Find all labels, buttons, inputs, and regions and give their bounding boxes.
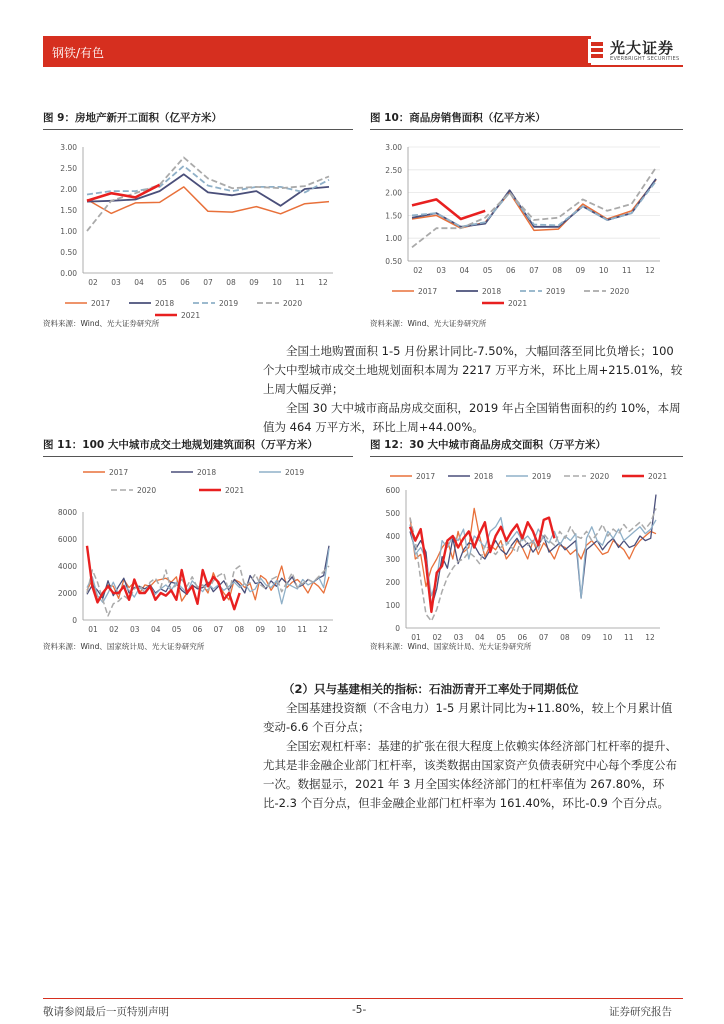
y-tick-label: 400: [385, 532, 400, 541]
y-tick-label: 600: [385, 486, 400, 495]
legend-label-2021: 2021: [225, 486, 245, 495]
x-tick-label: 04: [475, 633, 485, 642]
x-tick-label: 07: [213, 625, 224, 634]
fig12-source: 资料来源：Wind、国家统计局、光大证券研究所: [370, 642, 532, 651]
series-line-2019: [87, 166, 329, 195]
fig10-rule: [370, 129, 683, 130]
logo-icon: [585, 37, 611, 65]
y-tick-label: 300: [385, 555, 400, 564]
x-tick-label: 10: [276, 625, 286, 634]
footer-report-type: 证券研究报告: [609, 1006, 672, 1018]
y-tick-label: 200: [385, 578, 400, 587]
y-tick-label: 1.50: [60, 206, 77, 215]
fig12-title: 图 12：30 大中城市商品房成交面积（万平方米）: [370, 439, 607, 451]
y-tick-label: 3.00: [60, 143, 77, 152]
x-tick-label: 05: [171, 625, 182, 634]
legend-label-2017: 2017: [416, 472, 436, 481]
x-tick-label: 07: [203, 278, 213, 287]
fig10-chart: [370, 133, 683, 315]
x-tick-label: 10: [598, 266, 609, 275]
paragraph-land: 全国土地购置面积 1-5 月份累计同比-7.50%，大幅回落至同比负增长；100 个大中型城市成交土地规划面积本周为 2217 万平方米，环比上周+215.01%，较上周大幅反弹；: [263, 344, 683, 396]
x-tick-label: 02: [413, 266, 423, 275]
x-tick-label: 11: [623, 633, 634, 642]
x-tick-label: 11: [622, 266, 632, 275]
series-line-2021: [410, 518, 554, 612]
legend-label-2019: 2019: [285, 468, 305, 477]
y-tick-label: 500: [385, 509, 400, 518]
legend-label-2019: 2019: [219, 299, 239, 308]
fig10-source: 资料来源：Wind、光大证券研究所: [370, 319, 487, 328]
x-tick-label: 03: [436, 266, 446, 275]
y-tick-label: 2.50: [60, 164, 77, 173]
logo-text-cn: 光大证券: [610, 39, 675, 57]
fig9-source: 资料来源：Wind、光大证券研究所: [43, 319, 160, 328]
paragraph-leverage: 全国宏观杠杆率：基建的扩张在很大程度上依赖实体经济部门杠杆率的提升、尤其是非金融企业部门杠杆率，该类数据由国家资产负债表研究中心每个季度公布一次。数据显示，2021 年 3 月全国实体经济部门的杠杆率值为 267.80%，环比-2.3 个百分点，但非金融企业部门杠杆率为 161.40%，环比-0.9 个百分点。: [263, 739, 677, 810]
y-tick-label: 2.00: [385, 188, 402, 198]
legend-label-2020: 2020: [610, 287, 630, 296]
x-tick-label: 07: [529, 266, 539, 275]
fig11-chart: [43, 460, 353, 640]
legend-label-2019: 2019: [546, 287, 566, 296]
paragraph-sales: 全国 30 大中城市商品房成交面积，2019 年占全国销售面积的约 10%，本周值为 464 万平方米，环比上周+44.00%。: [263, 401, 681, 434]
x-tick-label: 09: [575, 266, 586, 275]
x-tick-label: 08: [226, 278, 236, 287]
fig12-chart: [370, 460, 683, 640]
legend-label-2017: 2017: [418, 287, 438, 296]
legend-label-2020: 2020: [590, 472, 610, 481]
x-tick-label: 01: [88, 625, 98, 634]
x-tick-label: 03: [111, 278, 121, 287]
x-tick-label: 05: [482, 266, 493, 275]
fig9-chart: [43, 133, 353, 320]
fig11-rule: [43, 456, 353, 457]
legend-label-2020: 2020: [137, 486, 157, 495]
x-tick-label: 09: [255, 625, 266, 634]
header-rule: [43, 65, 683, 67]
series-line-2020: [410, 508, 656, 621]
x-tick-label: 09: [249, 278, 259, 287]
legend-label-2018: 2018: [482, 287, 502, 296]
legend-label-2018: 2018: [474, 472, 494, 481]
x-tick-label: 10: [602, 633, 613, 642]
logo-text-en: EVERBRIGHT SECURITIES: [610, 56, 680, 62]
x-tick-label: 08: [234, 625, 245, 634]
y-tick-label: 0.00: [60, 269, 77, 278]
legend-label-2019: 2019: [532, 472, 552, 481]
x-tick-label: 04: [150, 625, 161, 634]
x-tick-label: 02: [88, 278, 98, 287]
x-tick-label: 12: [318, 278, 328, 287]
section-heading: （2）只与基建相关的指标：石油沥青开工率处于同期低位: [283, 682, 579, 696]
y-tick-label: 8000: [57, 508, 77, 517]
y-tick-label: 0: [72, 616, 77, 625]
y-tick-label: 2.50: [385, 165, 402, 175]
series-line-2018: [410, 495, 656, 608]
y-tick-label: 0: [395, 624, 400, 633]
legend-label-2020: 2020: [283, 299, 303, 308]
x-tick-label: 12: [645, 266, 655, 275]
x-tick-label: 05: [157, 278, 167, 287]
x-tick-label: 09: [581, 633, 591, 642]
x-tick-label: 02: [109, 625, 119, 634]
series-line-2017: [412, 180, 656, 231]
x-tick-label: 12: [318, 625, 328, 634]
legend-label-2018: 2018: [155, 299, 175, 308]
series-line-2020: [412, 168, 656, 248]
x-tick-label: 06: [506, 266, 516, 275]
fig9-title: 图 9：房地产新开工面积（亿平方米）: [43, 112, 222, 124]
y-tick-label: 0.50: [60, 248, 77, 257]
legend-label-2018: 2018: [197, 468, 217, 477]
x-tick-label: 06: [180, 278, 190, 287]
x-tick-label: 02: [432, 633, 443, 642]
x-tick-label: 04: [134, 278, 144, 287]
legend-label-2017: 2017: [109, 468, 129, 477]
fig10-title: 图 10：商品房销售面积（亿平方米）: [370, 112, 546, 124]
x-tick-label: 01: [411, 633, 421, 642]
y-tick-label: 100: [385, 601, 400, 610]
legend-label-2017: 2017: [91, 299, 111, 308]
x-tick-label: 11: [297, 625, 307, 634]
x-tick-label: 08: [560, 633, 570, 642]
y-tick-label: 1.50: [385, 211, 402, 221]
x-tick-label: 08: [552, 266, 562, 275]
x-tick-label: 03: [453, 633, 464, 642]
paragraph-infra: 全国基建投资额（不含电力）1-5 月累计同比为+11.80%，较上个月累计值变动-6.6 个百分点；: [263, 701, 673, 734]
x-tick-label: 10: [272, 278, 282, 287]
legend-label-2021: 2021: [648, 472, 668, 481]
y-tick-label: 0.50: [385, 257, 402, 266]
fig9-rule: [43, 129, 353, 130]
x-tick-label: 05: [496, 633, 506, 642]
fig11-title: 图 11：100 大中城市成交土地规划建筑面积（万平方米）: [43, 439, 318, 451]
x-tick-label: 06: [517, 633, 528, 642]
legend-label-2021: 2021: [508, 299, 528, 308]
y-tick-label: 6000: [57, 535, 77, 544]
fig12-rule: [370, 456, 683, 457]
y-tick-label: 3.00: [385, 143, 402, 152]
fig11-source: 资料来源：Wind、国家统计局、光大证券研究所: [43, 642, 205, 651]
legend-label-2021: 2021: [181, 311, 201, 320]
series-line-2020: [87, 566, 329, 616]
x-tick-label: 04: [459, 266, 470, 275]
page-number: -5-: [352, 1004, 367, 1016]
y-tick-label: 2000: [57, 589, 77, 598]
footer-disclaimer: 敬请参阅最后一页特别声明: [43, 1006, 169, 1018]
y-tick-label: 1.00: [385, 234, 402, 244]
x-tick-label: 06: [192, 625, 203, 634]
footer-rule: [43, 998, 683, 999]
y-tick-label: 2.00: [60, 185, 77, 194]
x-tick-label: 07: [538, 633, 549, 642]
x-tick-label: 03: [130, 625, 140, 634]
y-tick-label: 1.00: [60, 227, 77, 236]
x-tick-label: 11: [295, 278, 305, 287]
header-band: [43, 36, 591, 65]
y-tick-label: 4000: [57, 562, 77, 571]
section-tag: 钢铁/有色: [52, 46, 105, 60]
x-tick-label: 12: [645, 633, 655, 642]
